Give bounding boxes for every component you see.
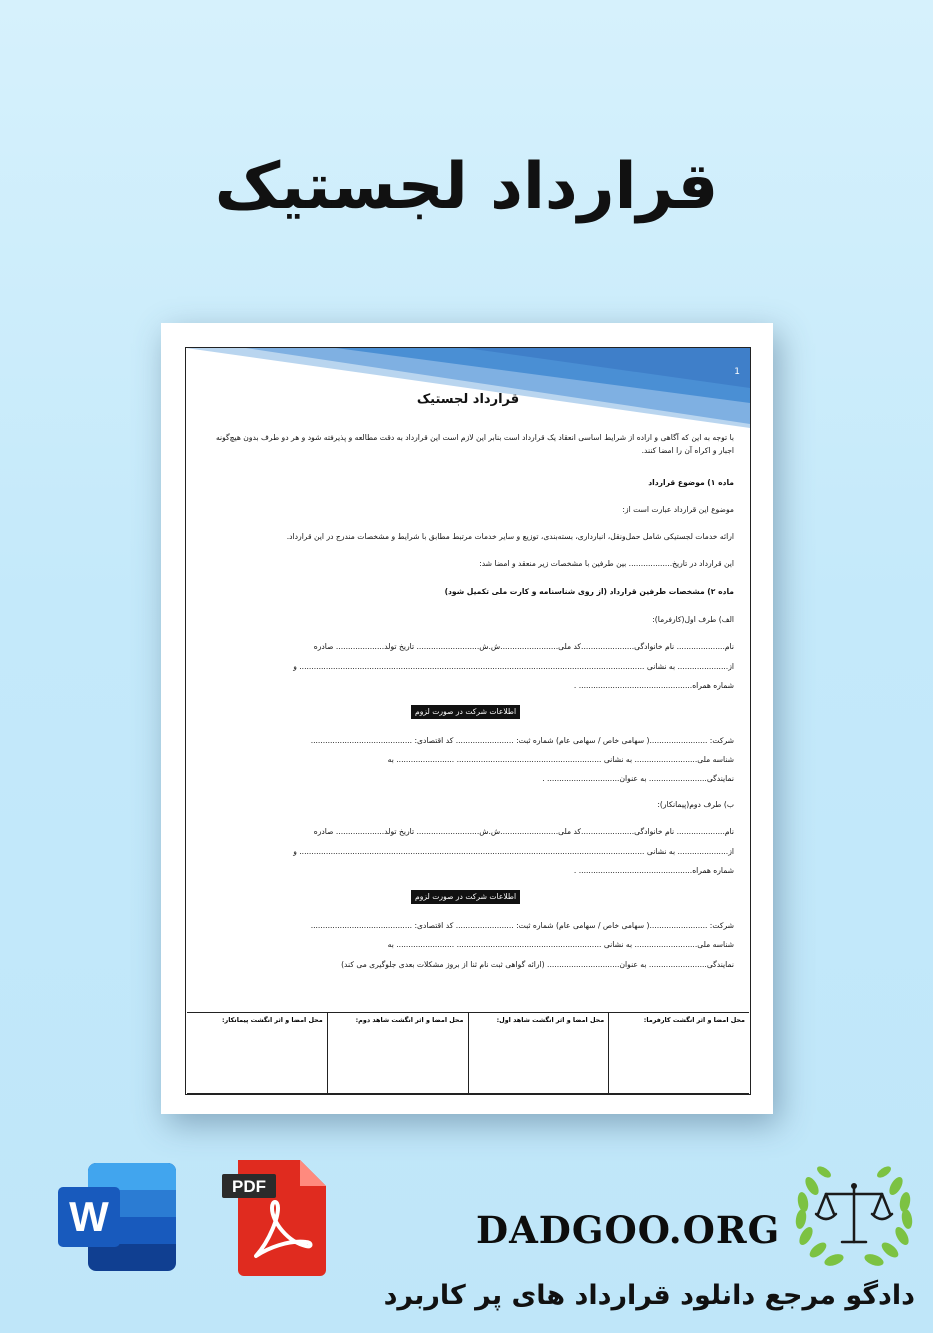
party-a-field: نمایندگی........................ به عنوان.............................. .	[542, 774, 734, 783]
party-b-field: از..................... به نشانی ............................................................................................................................................... و	[293, 847, 734, 856]
document-frame	[185, 347, 751, 1095]
scales-laurel-logo	[790, 1156, 918, 1274]
document-preview	[161, 323, 773, 1114]
article1-line: ارائه خدمات لجستیکی شامل حمل‌ونقل، انبارداری، بسته‌بندی، توزیع و سایر خدمات مرتبط مطابق با شرایط و مشخصات مندرج در این قرارداد.	[286, 532, 734, 541]
signature-cell-employer: محل امضا و اثر انگشت کارفرما:	[608, 1013, 749, 1093]
article1-line: موضوع این قرارداد عبارت است از:	[622, 505, 734, 514]
company-info-box: اطلاعات شرکت در صورت لزوم	[411, 705, 520, 719]
tagline: دادگو مرجع دانلود قرارداد های پر کاربرد	[383, 1280, 915, 1311]
signature-cell-witness-1: محل امضا و اثر انگشت شاهد اول:	[468, 1013, 609, 1093]
pdf-icon[interactable]	[222, 1160, 326, 1276]
brand-name[interactable]: DADGOO.ORG	[476, 1208, 781, 1252]
page-title: قرارداد لجستیک	[214, 150, 719, 224]
party-a-field: از..................... به نشانی ............................................................................................................................................... و	[293, 662, 734, 671]
intro-paragraph: با توجه به این که آگاهی و اراده از شرایط اساسی انعقاد یک قرارداد است بنابر این لازم است این قرارداد به دقت مطالعه و پذیرفته شود و هر دو طرف بدون هیچ‌گونه اجبار و اکراه آن را امضا کنند.	[215, 433, 734, 455]
party-b-field: شناسه ملی.......................... به نشانی ............................................................ ........................ به	[387, 940, 734, 949]
word-icon[interactable]	[58, 1163, 176, 1271]
party-a-field: شناسه ملی.......................... به نشانی ............................................................ ........................ به	[387, 755, 734, 764]
party-b-field: نام.................... نام خانوادگی......................کد ملی........................ش.ش.......................... تاریخ تولد.................... صادره	[313, 827, 734, 836]
company-info-box: اطلاعات شرکت در صورت لزوم	[411, 890, 520, 904]
party-b-field: شرکت: ........................( سهامی خاص / سهامی عام) شماره ثبت: ........................ کد اقتصادی: ..........................................	[310, 921, 734, 930]
signature-table	[187, 1012, 749, 1094]
party-b-heading: ب) طرف دوم(پیمانکار):	[657, 800, 734, 809]
signature-cell-contractor: محل امضا و اثر انگشت پیمانکار:	[221, 1016, 323, 1024]
article2-heading: ماده ۲) مشخصات طرفین قرارداد (از روی شناسنامه و کارت ملی تکمیل شود)	[444, 587, 734, 596]
party-a-heading: الف) طرف اول(کارفرما):	[652, 615, 734, 624]
party-a-field: شماره همراه............................................... .	[573, 681, 734, 690]
signature-cell-witness-2: محل امضا و اثر انگشت شاهد دوم:	[327, 1013, 468, 1093]
article1-line: این قرارداد در تاریخ.................. بین طرفین با مشخصات زیر منعقد و امضا شد:	[479, 559, 734, 568]
page-number: 1	[734, 367, 740, 377]
party-a-field: نام.................... نام خانوادگی......................کد ملی........................ش.ش.......................... تاریخ تولد.................... صادره	[313, 642, 734, 651]
party-b-field: نمایندگی........................ به عنوان.............................. (ارائه گواهی ثبت نام ثنا از بروز مشکلات بعدی جلوگیری می کند)	[341, 960, 734, 969]
party-b-field: شماره همراه............................................... .	[573, 866, 734, 875]
word-letter: W	[69, 1193, 109, 1240]
article1-heading: ماده ۱) موضوع قرارداد	[648, 478, 734, 487]
pdf-label: PDF	[232, 1177, 266, 1196]
header-banner	[186, 348, 750, 428]
document-title: قرارداد لجستیک	[416, 392, 520, 407]
party-a-field: شرکت: ........................( سهامی خاص / سهامی عام) شماره ثبت: ........................ کد اقتصادی: ..........................................	[310, 736, 734, 745]
